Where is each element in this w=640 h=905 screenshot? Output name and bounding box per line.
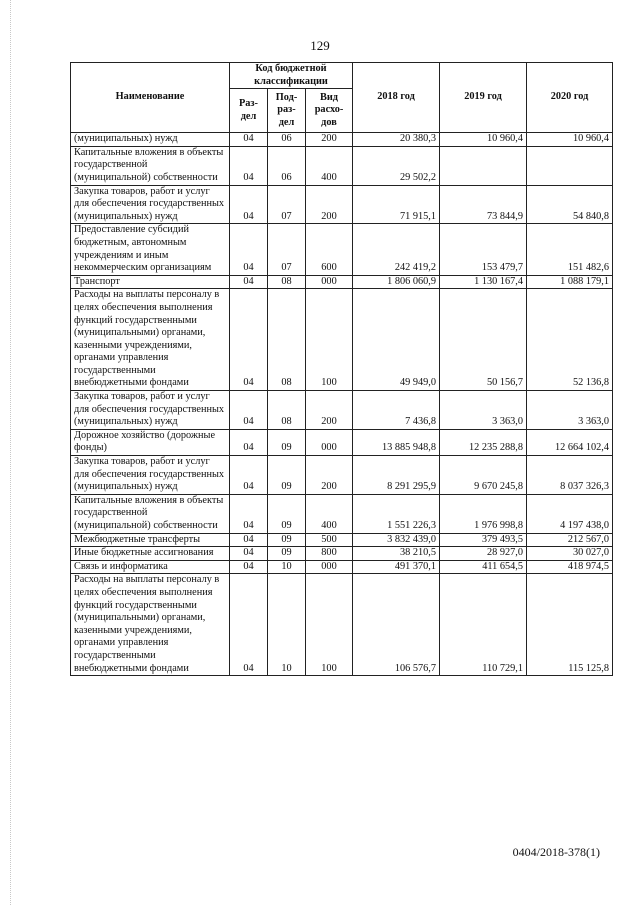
row-value-2018: 1 806 060,9 bbox=[353, 275, 440, 289]
row-name: Расходы на выплаты персоналу в целях обеспечения выполнения функций государственными (муниципальными) органами, казенными учреждениями, органами управления государственными внебюджетными фондами bbox=[71, 574, 230, 676]
row-name: Дорожное хозяйство (дорожные фонды) bbox=[71, 429, 230, 455]
row-vid-raskhodov: 400 bbox=[306, 146, 353, 185]
row-value-2018: 7 436,8 bbox=[353, 391, 440, 430]
header-2019: 2019 год bbox=[440, 63, 527, 133]
row-razdel: 04 bbox=[230, 533, 268, 547]
row-value-2019: 110 729,1 bbox=[440, 574, 527, 676]
row-name: Иные бюджетные ассигнования bbox=[71, 547, 230, 561]
row-podrazdel: 08 bbox=[268, 275, 306, 289]
table-row bbox=[71, 547, 613, 561]
row-razdel: 04 bbox=[230, 275, 268, 289]
row-podrazdel: 09 bbox=[268, 547, 306, 561]
header-vid-raskhodov: Вид расхо- дов bbox=[306, 89, 353, 133]
table-row bbox=[71, 275, 613, 289]
row-podrazdel: 06 bbox=[268, 133, 306, 147]
row-value-2018: 38 210,5 bbox=[353, 547, 440, 561]
row-vid-raskhodov: 100 bbox=[306, 289, 353, 391]
row-vid-raskhodov: 000 bbox=[306, 275, 353, 289]
row-value-2020: 30 027,0 bbox=[527, 547, 613, 561]
row-vid-raskhodov: 800 bbox=[306, 547, 353, 561]
row-value-2018: 3 832 439,0 bbox=[353, 533, 440, 547]
row-name: Транспорт bbox=[71, 275, 230, 289]
row-vid-raskhodov: 200 bbox=[306, 391, 353, 430]
row-value-2019: 9 670 245,8 bbox=[440, 456, 527, 495]
row-name: Закупка товаров, работ и услуг для обеспечения государственных (муниципальных) нужд bbox=[71, 391, 230, 430]
header-2020: 2020 год bbox=[527, 63, 613, 133]
row-value-2018: 242 419,2 bbox=[353, 224, 440, 275]
row-value-2018: 49 949,0 bbox=[353, 289, 440, 391]
row-value-2020: 8 037 326,3 bbox=[527, 456, 613, 495]
row-razdel: 04 bbox=[230, 456, 268, 495]
row-value-2018: 20 380,3 bbox=[353, 133, 440, 147]
row-vid-raskhodov: 200 bbox=[306, 133, 353, 147]
table-body bbox=[71, 133, 613, 676]
table-row bbox=[71, 133, 613, 147]
row-value-2019: 3 363,0 bbox=[440, 391, 527, 430]
page-number: 129 bbox=[310, 38, 330, 53]
row-vid-raskhodov: 400 bbox=[306, 494, 353, 533]
row-value-2019: 50 156,7 bbox=[440, 289, 527, 391]
table-row bbox=[71, 533, 613, 547]
row-name: Закупка товаров, работ и услуг для обеспечения государственных (муниципальных) нужд bbox=[71, 456, 230, 495]
row-podrazdel: 07 bbox=[268, 224, 306, 275]
row-value-2020: 212 567,0 bbox=[527, 533, 613, 547]
row-name: Межбюджетные трансферты bbox=[71, 533, 230, 547]
row-razdel: 04 bbox=[230, 429, 268, 455]
row-name: (муниципальных) нужд bbox=[71, 133, 230, 147]
row-podrazdel: 10 bbox=[268, 574, 306, 676]
row-value-2020: 1 088 179,1 bbox=[527, 275, 613, 289]
row-value-2020: 418 974,5 bbox=[527, 560, 613, 574]
row-name: Предоставление субсидий бюджетным, автономным учреждениям и иным некоммерческим организациям bbox=[71, 224, 230, 275]
row-razdel: 04 bbox=[230, 289, 268, 391]
row-vid-raskhodov: 100 bbox=[306, 574, 353, 676]
table-row bbox=[71, 456, 613, 495]
row-podrazdel: 06 bbox=[268, 146, 306, 185]
row-value-2019: 379 493,5 bbox=[440, 533, 527, 547]
row-value-2018: 71 915,1 bbox=[353, 185, 440, 224]
table-row bbox=[71, 494, 613, 533]
row-podrazdel: 10 bbox=[268, 560, 306, 574]
header-razdel: Раз- дел bbox=[230, 89, 268, 133]
document-id: 0404/2018-378(1) bbox=[512, 845, 600, 859]
row-value-2018: 1 551 226,3 bbox=[353, 494, 440, 533]
table-row bbox=[71, 224, 613, 275]
row-value-2020: 52 136,8 bbox=[527, 289, 613, 391]
row-value-2019: 411 654,5 bbox=[440, 560, 527, 574]
row-razdel: 04 bbox=[230, 574, 268, 676]
row-value-2020: 12 664 102,4 bbox=[527, 429, 613, 455]
row-vid-raskhodov: 500 bbox=[306, 533, 353, 547]
row-podrazdel: 08 bbox=[268, 391, 306, 430]
row-podrazdel: 09 bbox=[268, 429, 306, 455]
row-value-2018: 106 576,7 bbox=[353, 574, 440, 676]
row-vid-raskhodov: 200 bbox=[306, 456, 353, 495]
row-name: Связь и информатика bbox=[71, 560, 230, 574]
row-podrazdel: 07 bbox=[268, 185, 306, 224]
row-value-2020: 10 960,4 bbox=[527, 133, 613, 147]
table-row bbox=[71, 574, 613, 676]
row-value-2019: 12 235 288,8 bbox=[440, 429, 527, 455]
row-podrazdel: 08 bbox=[268, 289, 306, 391]
row-value-2019: 1 130 167,4 bbox=[440, 275, 527, 289]
row-razdel: 04 bbox=[230, 185, 268, 224]
table-row bbox=[71, 391, 613, 430]
row-razdel: 04 bbox=[230, 560, 268, 574]
row-value-2020: 3 363,0 bbox=[527, 391, 613, 430]
row-value-2019: 28 927,0 bbox=[440, 547, 527, 561]
row-value-2020: 54 840,8 bbox=[527, 185, 613, 224]
table-row bbox=[71, 185, 613, 224]
row-value-2020 bbox=[527, 146, 613, 185]
row-value-2020: 4 197 438,0 bbox=[527, 494, 613, 533]
header-2018: 2018 год bbox=[353, 63, 440, 133]
header-podrazdel: Под- раз- дел bbox=[268, 89, 306, 133]
row-name: Расходы на выплаты персоналу в целях обеспечения выполнения функций государственными (муниципальными) органами, казенными учреждениями, органами управления государственными внебюджетными фондами bbox=[71, 289, 230, 391]
row-razdel: 04 bbox=[230, 494, 268, 533]
row-value-2018: 491 370,1 bbox=[353, 560, 440, 574]
row-name: Капитальные вложения в объекты государственной (муниципальной) собственности bbox=[71, 146, 230, 185]
row-value-2020: 151 482,6 bbox=[527, 224, 613, 275]
row-razdel: 04 bbox=[230, 146, 268, 185]
row-podrazdel: 09 bbox=[268, 494, 306, 533]
scan-edge-line bbox=[10, 0, 11, 905]
table-row bbox=[71, 429, 613, 455]
row-value-2019: 73 844,9 bbox=[440, 185, 527, 224]
row-podrazdel: 09 bbox=[268, 456, 306, 495]
row-name: Закупка товаров, работ и услуг для обеспечения государственных (муниципальных) нужд bbox=[71, 185, 230, 224]
header-code-group: Код бюджетной классификации bbox=[230, 63, 353, 89]
row-vid-raskhodov: 200 bbox=[306, 185, 353, 224]
table-row bbox=[71, 560, 613, 574]
row-value-2018: 29 502,2 bbox=[353, 146, 440, 185]
row-value-2019 bbox=[440, 146, 527, 185]
row-razdel: 04 bbox=[230, 547, 268, 561]
row-vid-raskhodov: 000 bbox=[306, 560, 353, 574]
budget-table bbox=[70, 62, 613, 676]
row-razdel: 04 bbox=[230, 133, 268, 147]
row-value-2018: 13 885 948,8 bbox=[353, 429, 440, 455]
row-value-2020: 115 125,8 bbox=[527, 574, 613, 676]
row-value-2019: 153 479,7 bbox=[440, 224, 527, 275]
row-name: Капитальные вложения в объекты государственной (муниципальной) собственности bbox=[71, 494, 230, 533]
row-vid-raskhodov: 600 bbox=[306, 224, 353, 275]
table-row bbox=[71, 289, 613, 391]
row-razdel: 04 bbox=[230, 391, 268, 430]
header-name: Наименование bbox=[71, 63, 230, 133]
row-value-2018: 8 291 295,9 bbox=[353, 456, 440, 495]
row-vid-raskhodov: 000 bbox=[306, 429, 353, 455]
table-row bbox=[71, 146, 613, 185]
row-value-2019: 10 960,4 bbox=[440, 133, 527, 147]
row-value-2019: 1 976 998,8 bbox=[440, 494, 527, 533]
row-razdel: 04 bbox=[230, 224, 268, 275]
row-podrazdel: 09 bbox=[268, 533, 306, 547]
